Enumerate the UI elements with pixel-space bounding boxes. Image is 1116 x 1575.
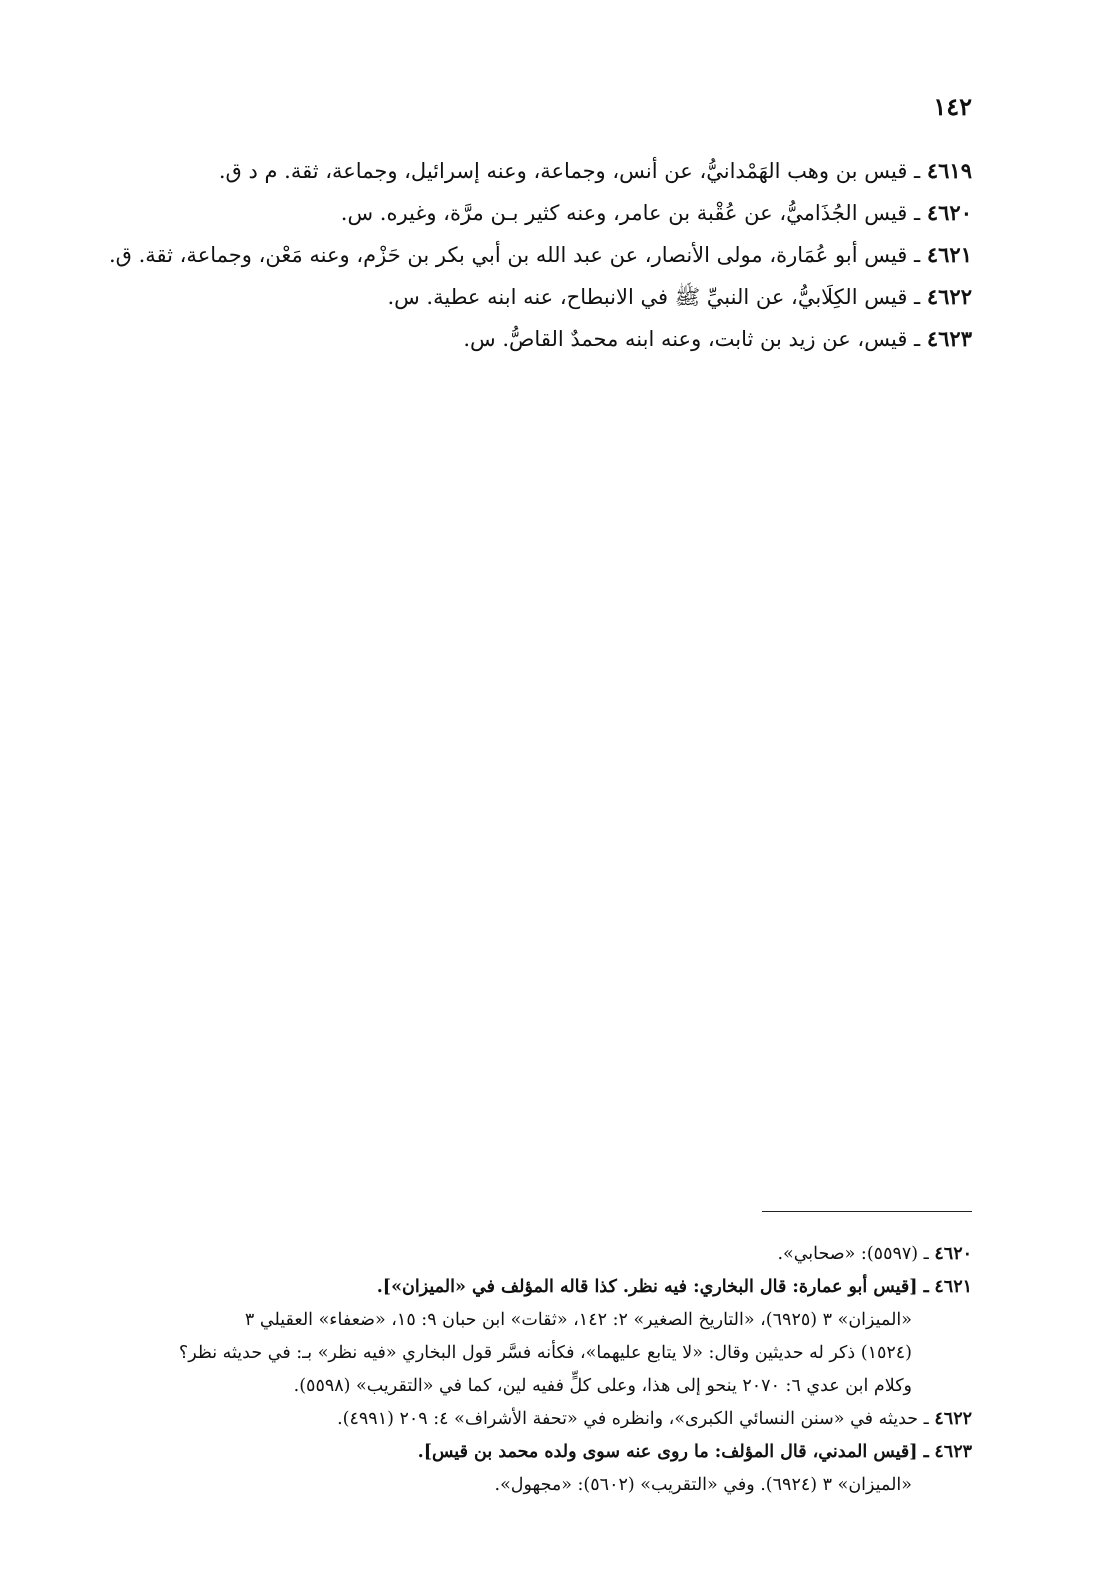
entry-text: ـ قيس الجُذَاميُّ، عن عُقْبة بن عامر، وعنه كثير بـن مرَّة، وغيره. س. [340, 201, 921, 225]
footnote-number: ٤٦٢٠ [934, 1244, 972, 1264]
footnote-continuation [12, 1370, 972, 1403]
footnote-continuation [12, 1337, 972, 1370]
footnote-text: وكلام ابن عدي ٦: ٢٠٧٠ ينحو إلى هذا، وعلى كلٍّ ففيه لين، كما في «التقريب» (٥٥٩٨). [293, 1376, 912, 1396]
footnote-text: ـ [قيس أبو عمارة: قال البخاري: فيه نظر. كذا قاله المؤلف في «الميزان»]. [376, 1277, 929, 1297]
entry-4621 [12, 234, 972, 276]
footnote-continuation [12, 1469, 972, 1502]
footnotes [12, 1238, 972, 1502]
entry-4619 [12, 150, 972, 192]
page-number: ١٤٢ [933, 92, 972, 121]
entry-text: ـ قيس، عن زيد بن ثابت، وعنه ابنه محمدٌ القاصُّ. س. [463, 327, 921, 351]
entry-number: ٤٦٢١ [926, 242, 972, 267]
footnote-text: ـ حديثه في «سنن النسائي الكبرى»، وانظره في «تحفة الأشراف» ٤: ٢٠٩ (٤٩٩١). [337, 1409, 929, 1429]
entry-text: ـ قيس الكِلَابيُّ، عن النبيِّ ﷺ في الانبطاح، عنه ابنه عطية. س. [387, 285, 921, 309]
footnote-number: ٤٦٢١ [934, 1277, 972, 1297]
entry-number: ٤٦٢٢ [926, 284, 972, 309]
entry-number: ٤٦٢٣ [926, 326, 972, 351]
footnote-text: «الميزان» ٣ (٦٩٢٥)، «التاريخ الصغير» ٢: ١٤٢، «ثقات» ابن حبان ٩: ١٥، «ضعفاء» العقيلي ٣ [244, 1310, 912, 1330]
footnote-text: (١٥٢٤) ذكر له حديثين وقال: «لا يتابع عليهما»، فكأنه فسَّر قول البخاري «فيه نظر» بـ: في حديثه نظر؟ [178, 1343, 912, 1363]
footnote-4623 [12, 1436, 972, 1469]
entry-text: ـ قيس بن وهب الهَمْدانيُّ، عن أنس، وجماعة، وعنه إسرائيل، وجماعة، ثقة. م د ق. [218, 159, 921, 183]
entry-text: ـ قيس أبو عُمَارة، مولى الأنصار، عن عبد الله بن أبي بكر بن حَزْم، وعنه مَعْن، وجماعة، ثقة. ق. [108, 243, 921, 267]
main-text [12, 150, 972, 360]
footnote-4622 [12, 1403, 972, 1436]
footnote-text: «الميزان» ٣ (٦٩٢٤). وفي «التقريب» (٥٦٠٢): «مجهول». [494, 1475, 912, 1495]
entry-number: ٤٦٢٠ [926, 200, 972, 225]
footnote-number: ٤٦٢٣ [934, 1442, 972, 1462]
entry-4622 [12, 276, 972, 318]
footnote-4621 [12, 1271, 972, 1304]
footnote-text: ـ [قيس المدني، قال المؤلف: ما روى عنه سوى ولده محمد بن قيس]. [417, 1442, 929, 1462]
entry-4620 [12, 192, 972, 234]
footnote-text: ـ (٥٥٩٧): «صحابي». [777, 1244, 929, 1264]
footnote-number: ٤٦٢٢ [934, 1409, 972, 1429]
entry-number: ٤٦١٩ [926, 158, 972, 183]
entry-4623 [12, 318, 972, 360]
footnote-4620 [12, 1238, 972, 1271]
footnote-continuation [12, 1304, 972, 1337]
footnote-divider [762, 1211, 972, 1212]
